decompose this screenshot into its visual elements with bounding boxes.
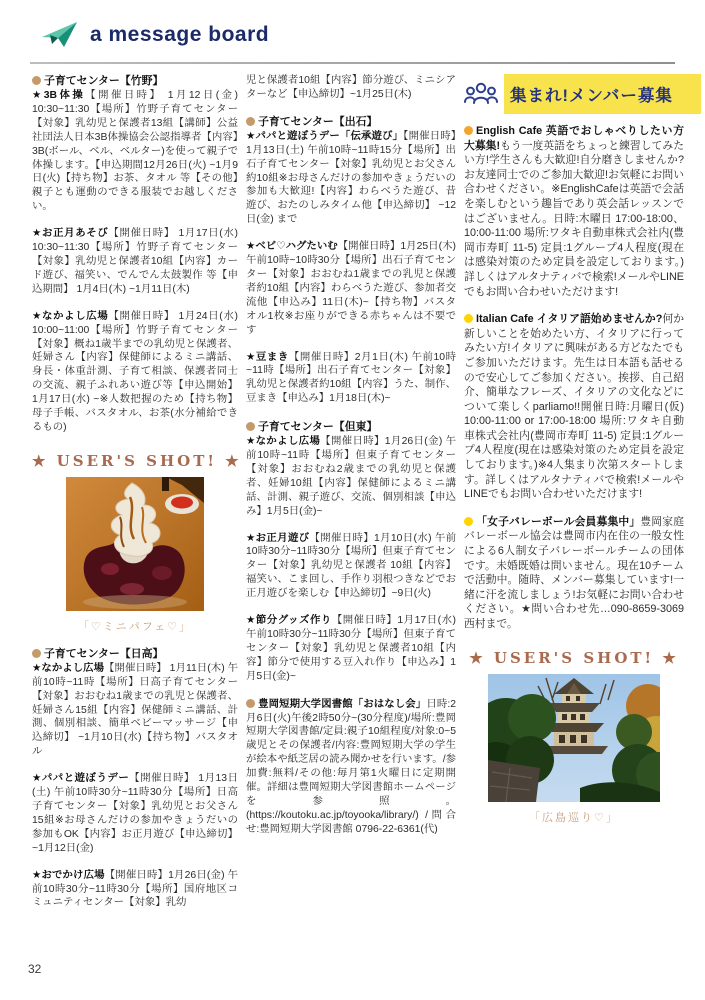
page-number: 32 bbox=[28, 962, 42, 976]
users-shot-caption: 「♡ミニパフェ♡」 bbox=[77, 620, 193, 633]
event-body: 【開催日時】 1月12日(金) 10:30~11:30【場所】竹野子育てセンター【対象】乳幼児と保護者13組【講師】公益社団法人日本3B体操協会公認指導者【内容】3B(ボール、ベル、ベルター)を使って親子で体操します。【申込期間12月26日(火) ~1月9日(火)【持ち物】お茶、タオル 等【その他】親子とも運動のできる服装でお越しください。 bbox=[32, 90, 238, 213]
event-item bbox=[32, 310, 238, 435]
event-item bbox=[32, 869, 238, 911]
event-item bbox=[246, 614, 456, 684]
content-columns bbox=[0, 64, 705, 923]
item-body: 豊岡家庭バレーボール協会は豊岡市内在住の一般女性による6人制女子バレーボールチームの団体です。未婚既婚は問いません。現在10チームで活動中。随時、メンバー募集しています!一緒に汗を流しましょう!お気軽にお問い合わせください。★問い合わせ先…090-8659-3069 西村まで。 bbox=[464, 515, 684, 630]
users-shot-block-castle bbox=[464, 649, 684, 825]
event-body: 【開催日時】1月10日(水) 午前10時30分~11時30分【場所】但東子育てセンター【対象】乳幼児と保護者 10組【内容】福笑い、こま回し、手作り羽根つきなどでお正月遊びを楽しむ【申込締切】~9日(火) bbox=[246, 532, 456, 600]
recruit-item-italian-cafe bbox=[464, 312, 684, 502]
event-title: ★3B体操 bbox=[32, 90, 86, 101]
users-shot-title: ★ USER'S SHOT! ★ bbox=[32, 451, 242, 470]
event-body: 【開催日時】2月1日(木) 午前10時~11時【場所】出石子育てセンター【対象】乳幼児と保護者約10組【内容】うた、制作、豆まき【申込み】1月18日(木)~ bbox=[246, 351, 456, 405]
event-item bbox=[246, 532, 456, 602]
event-title: ★節分グッズ作り bbox=[246, 615, 332, 627]
event-item bbox=[246, 240, 456, 337]
event-item bbox=[32, 227, 238, 297]
item-title: Italian Cafe イタリア語始めませんか? bbox=[476, 313, 663, 326]
paper-plane-icon bbox=[40, 20, 80, 50]
event-body: 【開催日時】1月25日(木) 午前10時~10時30分【場所】出石子育てセンター【対象】おおむね1歳までの乳児と保護者約10組【内容】わらべうた遊び、参加者交流他【申込み】11日(木)~【持ち物】バスタオル1枚※お座りができる赤ちゃんは不要です bbox=[246, 241, 456, 336]
event-body: 【開催日時】 1月13日(土) 午前10時30分~11時30分【場所】日高子育てセンター【対象】乳幼児とお父さん15組※お母さんだけの参加やきょうだいの参加もOK【内容】お正月遊び【申込締切】 ~1月12日(金) bbox=[32, 773, 238, 854]
section-heading-label: 子育てセンター【出石】 bbox=[258, 115, 378, 128]
event-body: 日時:2月6日(火)午後2時50分~(30分程度)/場所:豊岡短期大学図書館/定員:親子10組程度/対象:0~5歳児とその保護者/内容:豊岡短期大学の学生が絵本や紙芝居の読み聞かせを行います。/参加費:無料/その他:毎月第1火曜日に定期開催。詳細は豊岡短期大学図書館ホームページを参照。(https://koutoku.ac.jp/toyooka/library/) /問合せ:豊岡短期大学図書館 0796-22-6361(代) bbox=[246, 698, 457, 835]
event-body: 【開催日時】1月17日(水) 午前10時30分~11時30分【場所】但東子育てセンター【対象】乳幼児と保護者10組【内容】節分で使用する豆入れ作り【申込み】1月5日(金)~ bbox=[246, 615, 456, 682]
event-body: 【開催日時】1月13日(土) 午前10時~11時15分【場所】出石子育てセンター【対象】乳幼児とお父さん約10組※お母さんだけの参加やきょうだいの参加も大歓迎!【内容】わらべうた遊び、昔遊び、おたのしみタイム他【申込締切】 ~12日(金) まで bbox=[246, 130, 456, 226]
event-title: ★なかよし広場 bbox=[246, 436, 321, 448]
page-title: a message board bbox=[90, 23, 270, 46]
recruit-item-english-cafe bbox=[464, 124, 684, 299]
item-title: 「女子バレーボール会員募集中」 bbox=[476, 515, 641, 528]
column-right bbox=[464, 74, 684, 838]
item-body: もう一度英語をちょっと練習してみたい方!学生さんも大歓迎!自分磨きしませんか?お友達同士でのご参加大歓迎!お気軽にお問い合わせください。※EnglishCafeは英語で会話を楽しむという趣旨であり英会話レッスンではございません。日時:木曜日 17:00-18:00、10:00-11:00 場所:ワタキ自動車株式会社内(豊岡市寿町 11-5) 定員:1グループ4人程度(現在は感染対策のため定員を設定しております。)詳しくはアルタナティバで検索!メールやLINEでもお問い合わせいただけます! bbox=[464, 139, 684, 298]
users-shot-caption: 「広島巡り♡」 bbox=[529, 811, 619, 824]
section-heading-label: 子育てセンター【但東】 bbox=[258, 421, 378, 434]
event-item bbox=[246, 351, 456, 407]
event-item bbox=[32, 772, 238, 855]
event-title: ★パパと遊ぼうデー「伝承遊び」 bbox=[246, 130, 404, 142]
event-title: ★なかよし広場 bbox=[32, 662, 105, 674]
event-title: 豊岡短期大学図書館「おはなし会」 bbox=[258, 698, 427, 710]
event-title: ★豆まき bbox=[246, 351, 289, 363]
event-item bbox=[32, 89, 238, 214]
item-bullet-icon bbox=[464, 126, 473, 135]
event-title: ★お正月あそび bbox=[32, 228, 109, 240]
hiroshima-castle-photo bbox=[488, 674, 660, 802]
event-item bbox=[246, 435, 456, 518]
event-body: 【開催日時】 1月17日(水) 10:30~11:30【場所】竹野子育てセンター【対象】乳幼児と保護者10組【内容】カード遊び、福笑い、でんでん太鼓製作 等【申込期間】 1月4日(木) ~1月11日(木) bbox=[32, 228, 238, 295]
column-middle bbox=[246, 74, 456, 850]
item-body: 何か新しいことを始めたい方、イタリアに行ってみたい方!イタリアに興味がある方どなたでもご参加いただけます。先生は日本語も話せるので安心してご参加ください。挨拶、自己紹介、簡単なフレーズ、イタリアの文化などについて楽しくparliamo!!開催日時:月曜日(仮) 10:00-11:00 or 17:00-18:00 場所:ワタキ自動車株式会社内(豊岡市寿町 11-5) 定員:1グループ4人程度(現在は感染対策のため定員を設定しております。)※4人集まり次第スタートします。詳しくはアルタナティバで検索!メールやLINEでもお問い合わせいただけます! bbox=[464, 313, 684, 501]
page-header bbox=[0, 0, 705, 50]
people-group-icon bbox=[464, 79, 498, 109]
section-heading-label: 子育てセンター【竹野】 bbox=[44, 75, 164, 87]
event-title: ★お正月遊び bbox=[246, 532, 310, 544]
section-bullet-icon bbox=[246, 117, 255, 126]
recruit-item-volleyball bbox=[464, 515, 684, 632]
event-body: 【開催日時】1月26日(金) 午前10時30分~11時30分【場所】国府地区コミュニティセンター【対象】乳幼 bbox=[32, 869, 238, 909]
event-title: ★ベビ♡ハグたいむ bbox=[246, 241, 338, 253]
member-recruit-banner bbox=[464, 74, 701, 114]
section-heading-tanto bbox=[246, 420, 456, 434]
event-item bbox=[246, 130, 456, 227]
section-bullet-icon bbox=[32, 649, 41, 658]
item-bullet-icon bbox=[464, 314, 473, 323]
section-heading-takeno bbox=[32, 74, 238, 88]
section-bullet-icon bbox=[246, 699, 255, 708]
section-bullet-icon bbox=[246, 422, 255, 431]
event-item bbox=[32, 662, 238, 759]
column-left bbox=[32, 74, 242, 923]
event-title: ★パパと遊ぼうデー bbox=[32, 773, 130, 785]
event-body: 【開催日時】1月26日(金) 午前10時~11時【場所】但東子育てセンター【対象】おおむね2歳までの乳幼児と保護者、妊婦10組【内容】保健師によるミニ講話、計測、親子遊び、交流、個別相談【申込み】1月5日(金)~ bbox=[246, 436, 456, 517]
section-bullet-icon bbox=[32, 76, 41, 85]
section-heading-hidaka bbox=[32, 647, 238, 661]
item-bullet-icon bbox=[464, 517, 473, 526]
section-heading-label: 子育てセンター【日高】 bbox=[44, 647, 164, 660]
event-body: 【開催日時】 1月11日(木) 午前10時~11時【場所】日高子育てセンター【対象】おおむね1歳までの乳児と保護者、妊婦さん15組【内容】保健師ミニ講話、計測、個別相談、簡単ベビーマッサージ【申込締切】 ~1月10日(水)【持ち物】バスタオル bbox=[32, 662, 238, 758]
continuation-text: 児と保護者10組【内容】節分遊び、ミニシアターなど【申込締切】~1月25日(木) bbox=[246, 75, 456, 100]
users-shot-block-parfait bbox=[32, 451, 242, 634]
event-body: 【開催日時】 1月24日(水) 10:00~11:00【場所】竹野子育てセンター【対象】概ね1歳半までの乳幼児と保護者、妊婦さん【内容】保健師によるミニ講話、身長・体重計測、子育て相談、保護者同士の交流、親子ふれあい遊び等【申込開始】 1月17日(水) ~※人数把握のため【持ち物】母子手帳、バスタオル、お茶(水分補給できるもの) bbox=[32, 310, 238, 433]
event-title: ★おでかけ広場 bbox=[32, 869, 105, 881]
banner-label: 集まれ!メンバー募集 bbox=[504, 74, 701, 114]
users-shot-title: ★ USER'S SHOT! ★ bbox=[469, 648, 679, 667]
item-title: English Cafe 英語でおしゃべりしたい方大募集! bbox=[464, 125, 684, 152]
mini-parfait-photo bbox=[66, 477, 204, 611]
event-title: ★なかよし広場 bbox=[32, 310, 109, 322]
section-heading-izushi bbox=[246, 115, 456, 129]
library-event-item bbox=[246, 698, 456, 837]
